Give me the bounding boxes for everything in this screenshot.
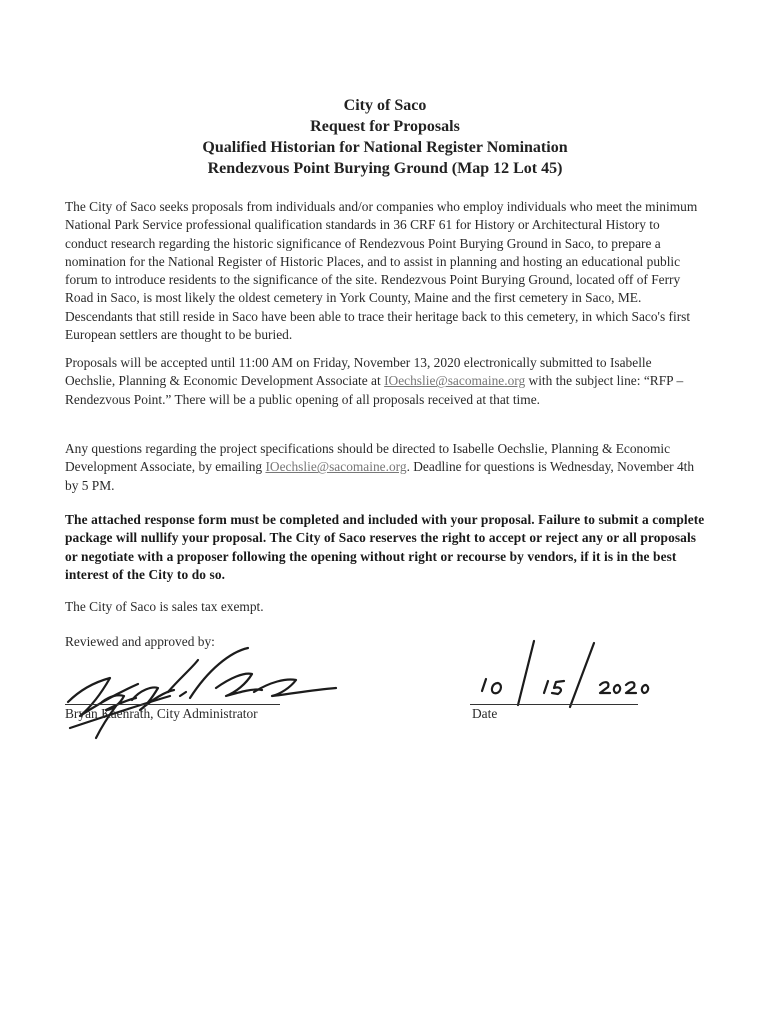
questions-email-link[interactable]: IOechslie@sacomaine.org [265, 459, 407, 475]
reviewed-label: Reviewed and approved by: [65, 634, 215, 649]
submission-text-start: Proposals will be accepted until 11:00 AM on Friday, November 13, 2020 electronically submitted to Isabelle Oechslie, Planning & Economic Development Associate at [65, 355, 652, 389]
tax-exempt-note: The City of Saco is sales tax exempt. [65, 599, 264, 614]
date-label: Date [472, 706, 498, 721]
submission-email-link[interactable]: IOechslie@sacomaine.org [384, 373, 526, 389]
questions-text-end: . Deadline for questions is Wednesday, November 4th by 5 PM. [65, 459, 695, 493]
header-city: City of Saco [343, 97, 427, 114]
submission-text-end: with the subject line: “RFP – Rendezvous Point.” There will be a public opening of all proposals received at that time. [65, 373, 684, 407]
signature-line [65, 704, 280, 705]
header-rfp: Request for Proposals [310, 118, 460, 135]
document-header [0, 95, 770, 179]
intro-paragraph: The City of Saco seeks proposals from individuals and/or companies who employ individuals who meet the minimum National Park Service professional qualification standards in 36 CRF 61 for History or Architectural History to conduct research regarding the historic significance of Rendezvous Point Burying Ground in Saco, to prepare a nomination for the National Register of Historic Places, and to assist in planning and hosting an educational public forum to introduce residents to the significance of the site. Rendezvous Point Burying Ground, located off of Ferry Road in Saco, is most likely the oldest cemetery in York County, Maine and the first cemetery in Saco, ME. Descendants that still reside in Saco have been able to trace their heritage back to this cemetery, in which Saco's first European settlers are thought to be buried. [65, 199, 698, 343]
header-title: Qualified Historian for National Register Nomination [202, 139, 568, 156]
date-line [470, 704, 638, 705]
header-project: Rendezvous Point Burying Ground (Map 12 Lot 45) [207, 160, 563, 177]
signer-name: Bryan Kaenrath, City Administrator [65, 706, 258, 721]
response-form-notice: The attached response form must be completed and included with your proposal. Failure to submit a complete package will nullify your proposal. The City of Saco reserves the right to accept or reject any or all proposals or negotiate with a proposer following the opening without right or recourse by vendors, if it is in the best interest of the City to do so. [65, 512, 705, 582]
questions-paragraph [65, 440, 705, 495]
submission-paragraph [65, 354, 705, 409]
handwritten-signature [40, 630, 360, 750]
questions-text-start: Any questions regarding the project specifications should be directed to Isabelle Oechslie, Planning & Economic Development Associate, by emailing [65, 441, 671, 475]
